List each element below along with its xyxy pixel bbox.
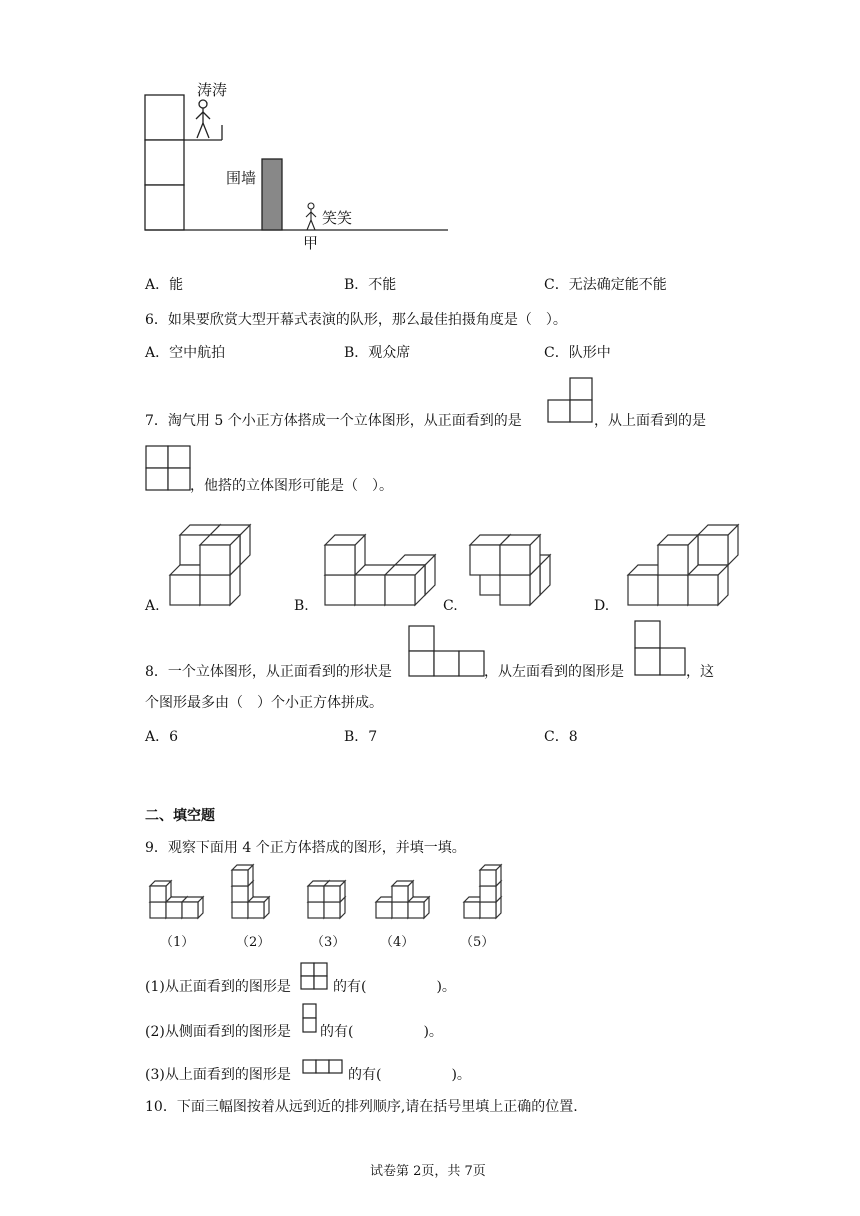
q9-sub1-b[interactable]: 的有( )。 xyxy=(333,979,456,995)
q5-option-b[interactable]: B．不能 xyxy=(344,277,397,293)
q6-option-a[interactable]: A．空中航拍 xyxy=(145,345,226,361)
q7-stem-c: ，他搭的立体图形可能是（ ）。 xyxy=(190,478,393,494)
q7-stem-b: ，从上面看到的是 xyxy=(594,413,706,429)
q9-cube-figures xyxy=(140,862,520,924)
label-wall: 围墙 xyxy=(226,169,257,187)
q9-sub3-a: (3)从上面看到的图形是 xyxy=(145,1067,291,1083)
label-xiaoxiao: 笑笑 xyxy=(322,209,353,227)
q7-option-a[interactable]: A. xyxy=(145,598,160,614)
q5-figure xyxy=(140,75,460,255)
q9-sub1-a: (1)从正面看到的图形是 xyxy=(145,979,291,995)
q7-shape-d xyxy=(628,525,738,605)
q9-sub1-view xyxy=(300,962,330,992)
q5-option-a[interactable]: A．能 xyxy=(145,277,184,293)
q9-fig-label-3: （3） xyxy=(311,935,346,950)
q7-front-view xyxy=(547,377,595,425)
q7-option-d[interactable]: D. xyxy=(594,598,610,614)
q7-option-c[interactable]: C. xyxy=(443,598,458,614)
label-jia: 甲 xyxy=(303,234,319,252)
label-taotao: 涛涛 xyxy=(197,81,228,99)
page-footer: 试卷第 2页，共 7页 xyxy=(370,1164,486,1179)
q9-shape-5 xyxy=(464,865,501,918)
q9-shape-1 xyxy=(150,881,203,918)
q6-stem: 6．如果要欣赏大型开幕式表演的队形，那么最佳拍摄角度是（ ）。 xyxy=(145,312,567,328)
q9-shape-3 xyxy=(308,881,345,918)
q6-option-c[interactable]: C．队形中 xyxy=(544,345,611,361)
q7-shape-a xyxy=(170,525,250,605)
q8-option-c[interactable]: C．8 xyxy=(544,729,578,745)
q5-option-c[interactable]: C．无法确定能不能 xyxy=(544,277,667,293)
q8-stem-b: ，从左面看到的图形是 xyxy=(484,664,624,680)
q6-option-b[interactable]: B．观众席 xyxy=(344,345,411,361)
q8-stem-c: ，这 xyxy=(686,664,714,680)
q8-stem-d: 个图形最多由（ ）个小正方体拼成。 xyxy=(145,695,383,711)
q9-shape-4 xyxy=(376,881,429,918)
q8-front-view xyxy=(408,625,486,679)
q8-option-b[interactable]: B．7 xyxy=(344,729,378,745)
q9-fig-label-4: （4） xyxy=(380,935,415,950)
q9-stem: 9．观察下面用 4 个正方体搭成的图形，并填一填。 xyxy=(145,840,466,856)
q7-shape-b xyxy=(325,535,435,605)
q7-stem-a: 7．淘气用 5 个小正方体搭成一个立体图形，从正面看到的是 xyxy=(145,413,522,429)
section-title: 二、填空题 xyxy=(145,808,215,824)
q7-cube-options xyxy=(140,515,740,615)
q9-fig-label-5: （5） xyxy=(460,935,495,950)
q9-sub2-a: (2)从侧面看到的图形是 xyxy=(145,1024,291,1040)
q9-fig-label-1: （1） xyxy=(160,935,195,950)
q9-shape-2 xyxy=(232,865,269,918)
q10-stem: 10．下面三幅图按着从远到近的排列顺序,请在括号里填上正确的位置. xyxy=(145,1099,578,1115)
q7-top-view xyxy=(145,445,193,493)
q8-left-view xyxy=(634,620,688,678)
q8-stem-a: 8．一个立体图形，从正面看到的形状是 xyxy=(145,664,392,680)
q9-sub3-view xyxy=(302,1059,346,1075)
q9-sub2-b[interactable]: 的有( )。 xyxy=(320,1024,443,1040)
q7-option-b[interactable]: B. xyxy=(294,598,309,614)
q9-fig-label-2: （2） xyxy=(236,935,271,950)
person-xiaoxiao-icon xyxy=(306,203,316,230)
q8-option-a[interactable]: A．6 xyxy=(145,729,179,745)
person-taotao-icon xyxy=(196,100,210,138)
q9-sub3-b[interactable]: 的有( )。 xyxy=(348,1067,471,1083)
q9-sub2-view xyxy=(302,1003,318,1035)
q7-shape-c xyxy=(470,535,550,605)
wall-bar xyxy=(262,159,282,230)
